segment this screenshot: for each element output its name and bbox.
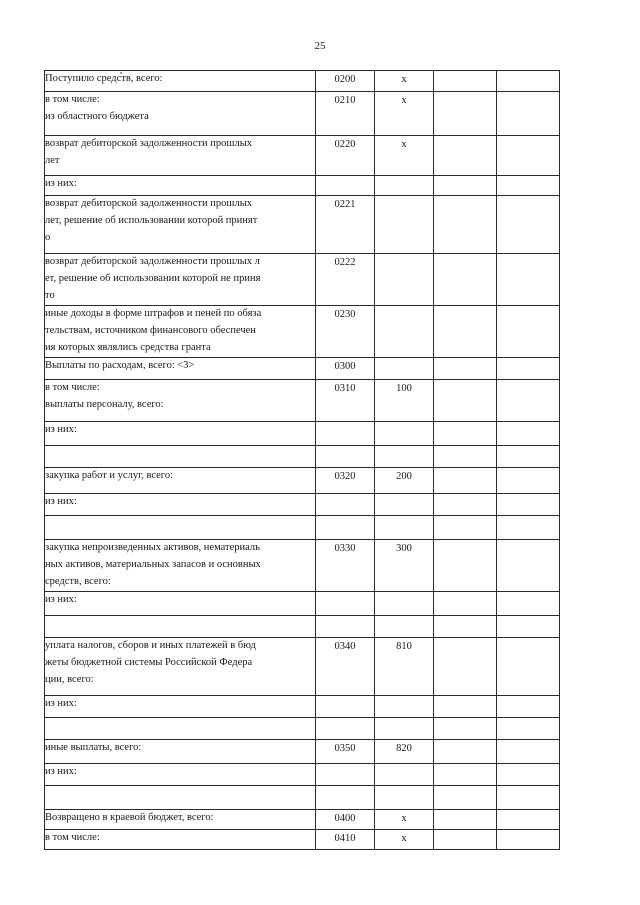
table-row [45,696,560,718]
row-amount-cell [497,254,560,306]
row-code-cell [316,358,375,380]
row-label-line: закупка работ и услуг, всего: [45,470,174,481]
row-label-cell [45,592,316,616]
row-amount-cell [434,830,497,850]
row-label-line: ных активов, материальных запасов и основных [45,559,261,570]
row-amount-cell [497,516,560,540]
row-label-cell [45,358,316,380]
table-row [45,71,560,92]
row-label-cell [45,380,316,422]
row-label-line: то [45,290,55,301]
row-kbk: x [401,139,407,150]
row-label-cell [45,810,316,830]
row-kbk [375,197,433,212]
row-amount-cell [434,358,497,380]
row-amount-cell [497,718,560,740]
row-amount-cell [497,810,560,830]
row-kbk-cell [375,764,434,786]
row-label-cell [45,718,316,740]
row-kbk [375,765,433,780]
row-amount-cell [497,494,560,516]
row-code-cell [316,306,375,358]
row-kbk-cell [375,740,434,764]
row-kbk [375,719,433,734]
row-kbk-cell [375,71,434,92]
row-code-cell [316,380,375,422]
row-amount-cell [497,176,560,196]
row-amount-cell [497,358,560,380]
row-amount-cell [497,468,560,494]
row-code-cell [316,764,375,786]
table-row [45,254,560,306]
row-kbk [375,307,433,322]
table-row [45,446,560,468]
row-label-line: тельствам, источником финансового обеспечен [45,325,256,336]
row-label-cell [45,696,316,718]
row-amount-cell [434,446,497,468]
row-label-line: иные доходы в форме штрафов и пеней по обяза [45,308,262,319]
row-kbk [375,423,433,438]
row-amount-cell [497,422,560,446]
row-code-cell [316,196,375,254]
row-amount-cell [497,616,560,638]
row-amount-cell [434,638,497,696]
table-row [45,718,560,740]
row-label-line: о [45,232,51,243]
row-code: 0200 [334,74,356,85]
row-code [316,765,374,780]
row-label-cell [45,196,316,254]
row-kbk: 200 [396,471,412,482]
row-amount-cell [497,446,560,468]
row-code: 0320 [334,471,356,482]
report-table [44,70,560,850]
row-label-line: возврат дебиторской задолженности прошлых [45,198,253,209]
row-label-line: ия которых являлись средства гранта [45,342,211,353]
row-code: 0340 [334,641,356,652]
row-code [316,423,374,438]
report-table-body [45,71,560,850]
row-kbk: 820 [396,743,412,754]
table-row [45,764,560,786]
row-kbk [375,255,433,270]
row-amount-cell [497,592,560,616]
table-row [45,616,560,638]
table-row [45,786,560,810]
row-amount-cell [497,92,560,136]
row-label-cell [45,92,316,136]
row-kbk-cell [375,306,434,358]
row-label-cell [45,494,316,516]
table-row [45,176,560,196]
row-amount-cell [434,176,497,196]
row-kbk-cell [375,92,434,136]
table-row [45,830,560,850]
row-amount-cell [434,196,497,254]
row-label-line: из них: [45,698,77,709]
row-kbk: 810 [396,641,412,652]
row-label-line: из них: [45,496,77,507]
row-label-line [45,786,315,801]
row-label-line [45,718,315,733]
row-label-line: ции, всего: [45,674,94,685]
row-kbk-cell [375,786,434,810]
row-amount-cell [434,696,497,718]
row-kbk: x [401,833,407,844]
row-kbk-cell [375,516,434,540]
row-kbk: x [401,813,407,824]
row-kbk: x [401,95,407,106]
table-row [45,196,560,254]
row-amount-cell [497,196,560,254]
row-label-line: жеты бюджетной системы Российской Федера [45,657,253,668]
table-row [45,92,560,136]
row-amount-cell [497,764,560,786]
row-amount-cell [434,306,497,358]
row-amount-cell [434,254,497,306]
row-kbk [375,593,433,608]
row-code: 0221 [334,199,356,210]
row-kbk-cell [375,468,434,494]
row-code-cell [316,592,375,616]
row-code-cell [316,786,375,810]
row-code-cell [316,516,375,540]
row-label-cell [45,254,316,306]
row-label-line: в том числе: [45,94,100,105]
row-amount-cell [434,468,497,494]
row-amount-cell [434,540,497,592]
row-kbk-cell [375,540,434,592]
row-code-cell [316,92,375,136]
row-code-cell [316,136,375,176]
row-code [316,177,374,192]
row-label-line: из них: [45,178,77,189]
row-amount-cell [434,71,497,92]
row-amount-cell [434,764,497,786]
row-code [316,495,374,510]
row-kbk-cell [375,810,434,830]
row-label-line: из них: [45,594,77,605]
row-code [316,593,374,608]
row-kbk [375,697,433,712]
row-amount-cell [497,540,560,592]
row-code [316,517,374,532]
row-kbk-cell [375,380,434,422]
row-amount-cell [434,616,497,638]
row-amount-cell [497,830,560,850]
row-label-cell [45,136,316,176]
row-label-line: выплаты персоналу, всего: [45,399,164,410]
row-label-cell [45,540,316,592]
row-label-cell [45,306,316,358]
row-kbk-cell [375,254,434,306]
row-label-line: Выплаты по расходам, всего: <3> [45,360,195,371]
row-kbk-cell [375,718,434,740]
row-amount-cell [434,740,497,764]
row-amount-cell [497,638,560,696]
row-code: 0300 [334,361,356,372]
row-label-cell [45,422,316,446]
row-label-cell [45,740,316,764]
row-code-cell [316,254,375,306]
row-code: 0310 [334,383,356,394]
row-kbk-cell [375,592,434,616]
table-row [45,136,560,176]
row-label-cell [45,446,316,468]
row-kbk-cell [375,616,434,638]
row-amount-cell [434,592,497,616]
row-label-line [45,616,315,631]
table-row [45,810,560,830]
table-row [45,740,560,764]
row-amount-cell [497,786,560,810]
row-code: 0400 [334,813,356,824]
table-row [45,516,560,540]
row-amount-cell [434,810,497,830]
row-amount-cell [434,92,497,136]
table-row [45,468,560,494]
row-amount-cell [434,494,497,516]
row-kbk [375,177,433,192]
row-amount-cell [434,718,497,740]
row-kbk [375,359,433,374]
row-amount-cell [497,306,560,358]
row-kbk [375,447,433,462]
row-code-cell [316,540,375,592]
row-amount-cell [434,380,497,422]
row-label-cell [45,638,316,696]
row-label-line: ет, решение об использовании которой не приня [45,273,261,284]
row-amount-cell [497,71,560,92]
row-code: 0330 [334,543,356,554]
row-code-cell [316,830,375,850]
table-row [45,380,560,422]
row-code-cell [316,810,375,830]
table-row [45,306,560,358]
row-label-line: средств, всего: [45,576,111,587]
row-amount-cell [497,740,560,764]
row-kbk [375,787,433,802]
row-kbk-cell [375,176,434,196]
row-label-line: из них: [45,766,77,777]
row-label-line: Поступило средств, всего: [45,73,163,84]
row-amount-cell [434,516,497,540]
row-label-cell [45,764,316,786]
row-code: 0222 [334,257,356,268]
row-label-cell [45,71,316,92]
row-label-cell [45,616,316,638]
row-kbk-cell [375,446,434,468]
row-label-line: возврат дебиторской задолженности прошлых [45,138,253,149]
row-code: 0350 [334,743,356,754]
row-code [316,787,374,802]
row-code [316,447,374,462]
row-label-line: в том числе: [45,382,100,393]
row-code-cell [316,71,375,92]
row-code-cell [316,494,375,516]
row-code-cell [316,696,375,718]
row-kbk-cell [375,494,434,516]
row-label-line: Возвращено в краевой бюджет, всего: [45,812,214,823]
row-amount-cell [497,136,560,176]
row-code: 0210 [334,95,356,106]
row-amount-cell [434,422,497,446]
table-row [45,422,560,446]
row-label-line: закупка непроизведенных активов, нематериаль [45,542,260,553]
table-row [45,358,560,380]
row-label-line: лет, решение об использовании которой принят [45,215,258,226]
row-label-line: возврат дебиторской задолженности прошлых л [45,256,260,267]
row-amount-cell [434,786,497,810]
row-code-cell [316,740,375,764]
row-code-cell [316,422,375,446]
row-kbk-cell [375,422,434,446]
row-code: 0410 [334,833,356,844]
row-kbk: 100 [396,383,412,394]
row-code [316,719,374,734]
page-number: 25 [314,40,326,52]
row-label-line: иные выплаты, всего: [45,742,142,753]
row-kbk-cell [375,696,434,718]
row-kbk [375,517,433,532]
row-kbk-cell [375,830,434,850]
row-label-cell [45,516,316,540]
table-row [45,494,560,516]
row-code-cell [316,616,375,638]
row-amount-cell [434,136,497,176]
row-label-line: в том числе: [45,832,100,843]
row-label-line [45,446,315,461]
row-code-cell [316,718,375,740]
row-code [316,697,374,712]
row-code-cell [316,638,375,696]
row-kbk: x [401,74,407,85]
row-label-cell [45,786,316,810]
row-kbk-cell [375,358,434,380]
row-label-line: из областного бюджета [45,111,149,122]
row-kbk-cell [375,136,434,176]
row-code-cell [316,468,375,494]
row-kbk [375,495,433,510]
row-kbk-cell [375,638,434,696]
row-kbk [375,617,433,632]
row-label-line: уплата налогов, сборов и иных платежей в бюд [45,640,256,651]
row-kbk-cell [375,196,434,254]
row-amount-cell [497,380,560,422]
row-label-line: лет [45,155,60,166]
row-code-cell [316,446,375,468]
table-row [45,638,560,696]
row-label-cell [45,468,316,494]
row-label-line: из них: [45,424,77,435]
table-row [45,540,560,592]
row-code [316,617,374,632]
row-code: 0230 [334,309,356,320]
row-label-line [45,516,315,531]
row-kbk: 300 [396,543,412,554]
row-code-cell [316,176,375,196]
row-label-cell [45,176,316,196]
row-label-cell [45,830,316,850]
table-row [45,592,560,616]
row-amount-cell [497,696,560,718]
row-code: 0220 [334,139,356,150]
